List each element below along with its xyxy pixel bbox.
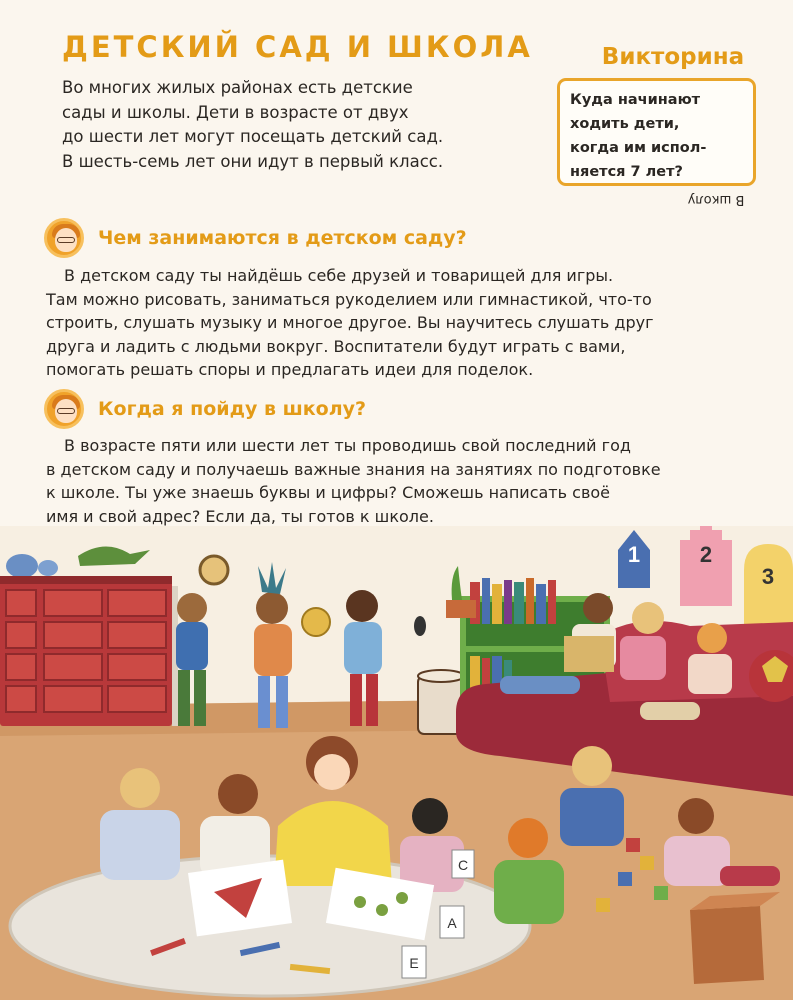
number-house-3 bbox=[744, 544, 793, 636]
letter-card: A bbox=[447, 915, 457, 931]
paragraph-line: В детском саду ты найдёшь себе друзей и товарищей для игры. bbox=[64, 266, 614, 285]
quiz-question-line: когда им испол- bbox=[570, 140, 707, 156]
paragraph-line: строить, слушать музыку и многое другое. Вы научитесь слушать друг bbox=[46, 313, 654, 332]
quiz-question-line: Куда начинают bbox=[570, 92, 701, 108]
quiz-box bbox=[557, 78, 756, 186]
house-number: 2 bbox=[699, 542, 713, 567]
teapot bbox=[6, 554, 38, 578]
section-paragraph bbox=[46, 264, 654, 382]
intro-paragraph bbox=[62, 76, 542, 174]
cup bbox=[38, 560, 58, 576]
plant-pot bbox=[446, 600, 476, 618]
quiz-answer-upside-down: В школу bbox=[687, 192, 745, 207]
paragraph-line: в детском саду и получаешь важные знания на занятиях по подготовке bbox=[46, 459, 661, 479]
teacher-avatar-icon bbox=[44, 218, 84, 258]
section-heading bbox=[44, 218, 467, 258]
section-heading bbox=[44, 389, 366, 429]
section-question: Чем занимаются в детском саду? bbox=[98, 227, 467, 249]
quiz-title: Викторина bbox=[601, 44, 745, 70]
quiz-question-line: ходить дети, bbox=[570, 116, 680, 132]
page-title: ДЕТСКИЙ САД И ШКОЛА bbox=[62, 30, 533, 64]
paragraph-line: друга и ладить с людьми вокруг. Воспитатели будут играть с вами, bbox=[46, 336, 626, 356]
drawer-cabinet bbox=[0, 576, 178, 726]
section-question: Когда я пойду в школу? bbox=[98, 398, 367, 420]
teacher-avatar-icon bbox=[44, 389, 84, 429]
paragraph-line: В возрасте пяти или шести лет ты проводишь свой последний год bbox=[64, 436, 631, 455]
quiz-question-line: няется 7 лет? bbox=[570, 164, 683, 180]
paragraph-line: имя и свой адрес? Если да, ты готов к школе. bbox=[46, 506, 434, 526]
house-number: 3 bbox=[761, 564, 775, 589]
kindergarten-illustration bbox=[0, 526, 793, 1000]
letter-card: C bbox=[457, 857, 469, 873]
paragraph-line: помогать решать споры и предлагать идеи для поделок. bbox=[46, 360, 534, 379]
letter-card: E bbox=[409, 955, 419, 971]
house-number: 1 bbox=[627, 542, 641, 567]
paragraph-line: Там можно рисовать, заниматься рукоделием или гимнастикой, что-то bbox=[46, 289, 652, 309]
paragraph-line: к школе. Ты уже знаешь буквы и цифры? Сможешь написать своё bbox=[46, 483, 610, 502]
intro-line: Во многих жилых районах есть детские bbox=[62, 78, 413, 97]
intro-line: В шесть-семь лет они идут в первый класс. bbox=[62, 151, 444, 171]
section-paragraph bbox=[46, 434, 661, 528]
intro-line: до шести лет могут посещать детский сад. bbox=[62, 127, 444, 146]
intro-line: сады и школы. Дети в возрасте от двух bbox=[62, 102, 409, 122]
